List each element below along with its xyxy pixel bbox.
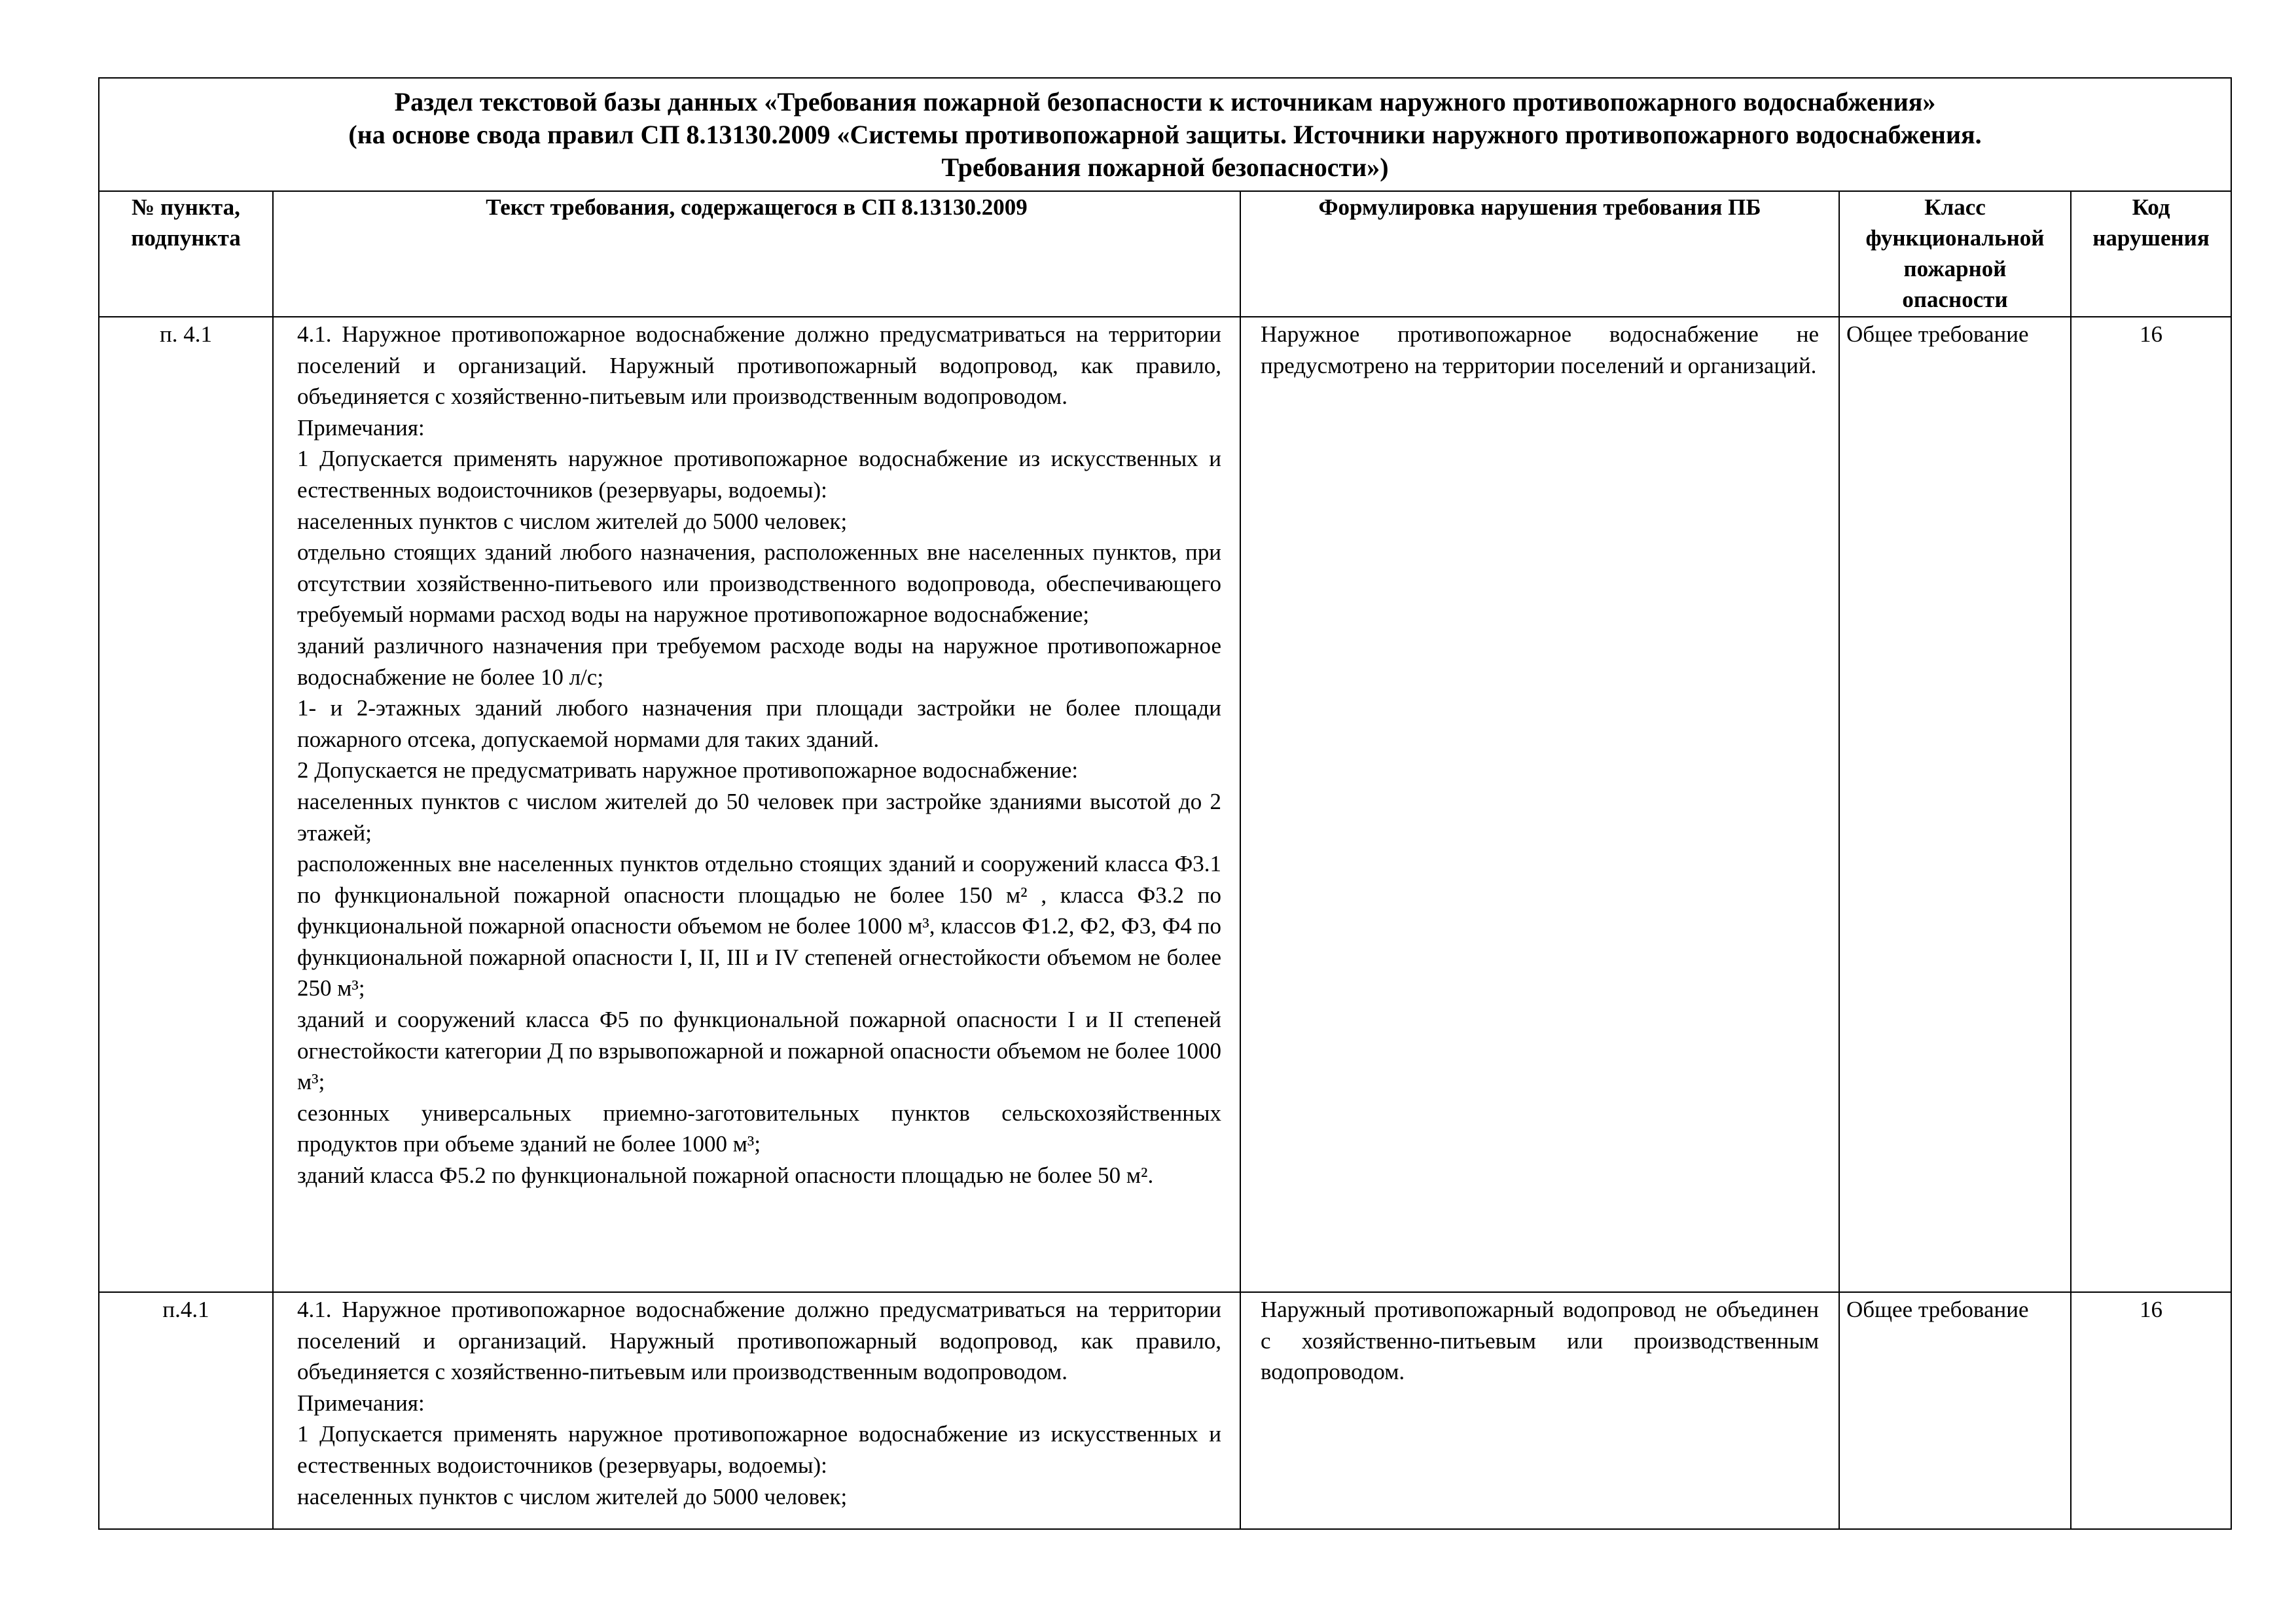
- title-line-1: Раздел текстовой базы данных «Требования пожарной безопасности к источникам наружного противопожарного водоснабжения»: [394, 86, 1936, 117]
- hazard-class: Общее требование: [1839, 1292, 2071, 1529]
- table-title: [99, 78, 2231, 191]
- violation-code: 16: [2071, 1292, 2231, 1529]
- table-row: [99, 1292, 2231, 1529]
- requirement-text: 4.1. Наружное противопожарное водоснабжение должно предусматриваться на территории поселений и организаций. Наружный противопожарный водопровод, как правило, объединяется с хозяйственно-питьевым или производственным водопроводом. Примечания: 1 Допускается применять наружное противопожарное водоснабжение из искусственных и естественных водоисточников (резервуары, водоемы): населенных пунктов с числом жителей до 5000 человек; отдельно стоящих зданий любого назначения, расположенных вне населенных пунктов, при отсутствии хозяйственно-питьевого или производственного водопровода, обеспечивающего требуемый нормами расход воды на наружное противопожарное водоснабжение; зданий различного назначения при требуемом расходе воды на наружное противопожарное водоснабжение не более 10 л/с; 1- и 2-этажных зданий любого назначения при площади застройки не более площади пожарного отсека, допускаемой нормами для таких зданий. 2 Допускается не предусматривать наружное противопожарное водоснабжение: населенных пунктов с числом жителей до 50 человек при застройке зданиями высотой до 2 этажей; расположенных вне населенных пунктов отдельно стоящих зданий и сооружений класса Ф3.1 по функциональной пожарной опасности площадью не более 150 м² , класса Ф3.2 по функциональной пожарной опасности объемом не более 1000 м³, классов Ф1.2, Ф2, Ф3, Ф4 по функциональной пожарной опасности I, II, III и IV степеней огнестойкости объемом не более 250 м³; зданий и сооружений класса Ф5 по функциональной пожарной опасности I и II степеней огнестойкости категории Д по взрывопожарной и пожарной опасности объемом не более 1000 м³; сезонных универсальных приемно-заготовительных пунктов сельскохозяйственных продуктов при объеме зданий не более 1000 м³; зданий класса Ф5.2 по функциональной пожарной опасности площадью не более 50 м².: [273, 317, 1240, 1292]
- table-row: [99, 317, 2231, 1292]
- header-violation: Формулировка нарушения требования ПБ: [1240, 191, 1839, 317]
- violation-text: Наружный противопожарный водопровод не объединен с хозяйственно-питьевым или производственным водопроводом.: [1240, 1292, 1839, 1529]
- violation-text: Наружное противопожарное водоснабжение не предусмотрено на территории поселений и организаций.: [1240, 317, 1839, 1292]
- violation-code: 16: [2071, 317, 2231, 1292]
- header-text: Текст требования, содержащегося в СП 8.13130.2009: [273, 191, 1240, 317]
- header-code: Код нарушения: [2071, 191, 2231, 317]
- requirements-table: [98, 77, 2232, 1530]
- document-page: [98, 77, 2231, 1530]
- title-line-3: Требования пожарной безопасности»): [941, 152, 1389, 182]
- header-num: № пункта, подпункта: [99, 191, 273, 317]
- item-number: п. 4.1: [99, 317, 273, 1292]
- header-class: Класс функциональной пожарной опасности: [1839, 191, 2071, 317]
- title-line-2: (на основе свода правил СП 8.13130.2009 «Системы противопожарной защиты. Источники наружного противопожарного водоснабжения.: [348, 119, 1982, 149]
- hazard-class: Общее требование: [1839, 317, 2071, 1292]
- requirement-text: 4.1. Наружное противопожарное водоснабжение должно предусматриваться на территории поселений и организаций. Наружный противопожарный водопровод, как правило, объединяется с хозяйственно-питьевым или производственным водопроводом. Примечания: 1 Допускается применять наружное противопожарное водоснабжение из искусственных и естественных водоисточников (резервуары, водоемы): населенных пунктов с числом жителей до 5000 человек;: [273, 1292, 1240, 1529]
- column-header-row: [99, 191, 2231, 317]
- item-number: п.4.1: [99, 1292, 273, 1529]
